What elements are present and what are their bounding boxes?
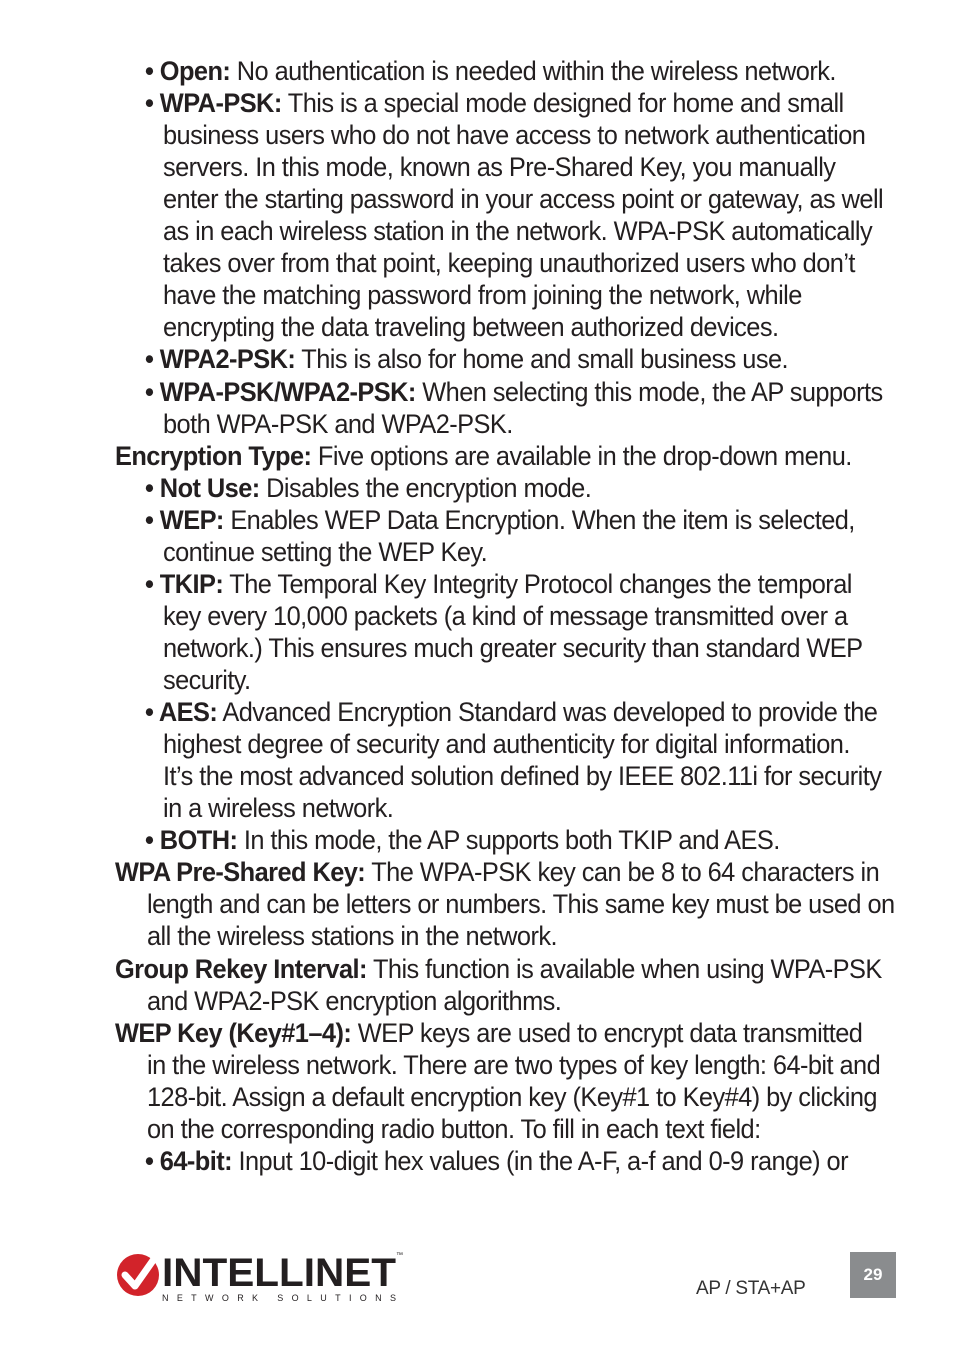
term-label: • Not Use: [145,473,260,503]
line-text: highest degree of security and authenticity for digital information. [163,729,850,759]
text-line [147,888,895,920]
text-line [163,215,872,247]
text-line [147,920,557,952]
term-label: • Open: [145,56,231,86]
checkmark-badge-icon [117,1254,159,1296]
text-line [115,440,852,472]
intellinet-logo [114,1245,404,1305]
line-text: network.) This ensures much greater security than standard WEP [163,633,863,663]
line-text: The Temporal Key Integrity Protocol changes the temporal [223,569,852,599]
text-line [115,1017,862,1049]
text-line [163,632,862,664]
line-text: When selecting this mode, the AP supports [415,377,883,407]
text-line [115,856,879,888]
text-line [163,151,835,183]
term-label: Group Rekey Interval: [115,954,367,984]
text-line [145,824,780,856]
text-line [147,1081,877,1113]
line-text: business users who do not have access to network authentication [163,120,866,150]
line-text: key every 10,000 packets (a kind of message transmitted over a [163,601,848,631]
line-text: The WPA-PSK key can be 8 to 64 characters in [365,857,880,887]
line-text: encrypting the data traveling between authorized devices. [163,312,779,342]
text-line [145,696,877,728]
line-text: have the matching password from joining the network, while [163,280,802,310]
text-line [163,728,850,760]
text-line [147,985,561,1017]
text-line [145,376,883,408]
text-line [163,664,251,696]
text-line [145,55,836,87]
text-line [145,87,844,119]
line-text: This is also for home and small business use. [295,344,788,374]
line-text: servers. In this mode, known as Pre-Shared Key, you manually [163,152,836,182]
text-line [163,792,393,824]
text-line [163,279,802,311]
term-label: • 64-bit: [145,1146,233,1176]
term-label: • WPA2-PSK: [145,344,296,374]
footer-section-label: AP / STA+AP [696,1278,806,1299]
page-number: 29 [850,1252,896,1298]
logo-tagline: NETWORK SOLUTIONS [162,1293,396,1303]
line-text: WEP keys are used to encrypt data transmitted [351,1018,863,1048]
line-text: 128-bit. Assign a default encryption key (Key#1 to Key#4) by clicking [147,1082,877,1112]
line-text: Input 10-digit hex values (in the A-F, a-f and 0-9 range) or [232,1146,848,1176]
line-text: Five options are available in the drop-down menu. [311,441,852,471]
text-line [163,247,855,279]
line-text: Enables WEP Data Encryption. When the item is selected, [223,505,855,535]
line-text: In this mode, the AP supports both TKIP and AES. [237,825,780,855]
line-text: and WPA2-PSK encryption algorithms. [147,986,562,1016]
text-line [163,760,881,792]
line-text: all the wireless stations in the network. [147,921,557,951]
line-text: as in each wireless station in the network. WPA-PSK automatically [163,216,873,246]
term-label: WPA Pre-Shared Key: [115,857,366,887]
text-line [145,343,788,375]
line-text: It’s the most advanced solution defined by IEEE 802.11i for security [163,761,882,791]
text-line [163,119,865,151]
text-line [145,568,852,600]
line-text: security. [163,665,251,695]
line-text: continue setting the WEP Key. [163,537,488,567]
text-line [145,472,591,504]
term-label: • WEP: [145,505,224,535]
term-label: • WPA-PSK: [145,88,282,118]
line-text: takes over from that point, keeping unauthorized users who don’t [163,248,855,278]
text-line [145,1145,848,1177]
line-text: enter the starting password in your access point or gateway, as well [163,184,884,214]
text-line [163,536,487,568]
text-line [163,408,513,440]
term-label: • BOTH: [145,825,238,855]
text-line [163,600,847,632]
text-line [147,1049,880,1081]
term-label: • TKIP: [145,569,224,599]
text-line [115,953,882,985]
line-text: in a wireless network. [163,793,394,823]
line-text: in the wireless network. There are two types of key length: 64-bit and [147,1050,881,1080]
term-label: • WPA-PSK/WPA2-PSK: [145,377,416,407]
line-text: Advanced Encryption Standard was developed to provide the [217,697,878,727]
logo-trademark: ™ [396,1252,403,1259]
term-label: WEP Key (Key#1–4): [115,1018,352,1048]
text-line [147,1113,761,1145]
line-text: This function is available when using WPA-PSK [366,954,882,984]
line-text: Disables the encryption mode. [259,473,592,503]
line-text: both WPA-PSK and WPA2-PSK. [163,409,513,439]
term-label: Encryption Type: [115,441,312,471]
line-text: on the corresponding radio button. To fill in each text field: [147,1114,761,1144]
text-line [163,311,778,343]
term-label: • AES: [145,697,218,727]
line-text: length and can be letters or numbers. This same key must be used on [147,889,895,919]
text-line [163,183,883,215]
line-text: This is a special mode designed for home and small [281,88,844,118]
logo-wordmark: INTELLINET [162,1251,396,1295]
text-line [145,504,855,536]
line-text: No authentication is needed within the wireless network. [230,56,836,86]
